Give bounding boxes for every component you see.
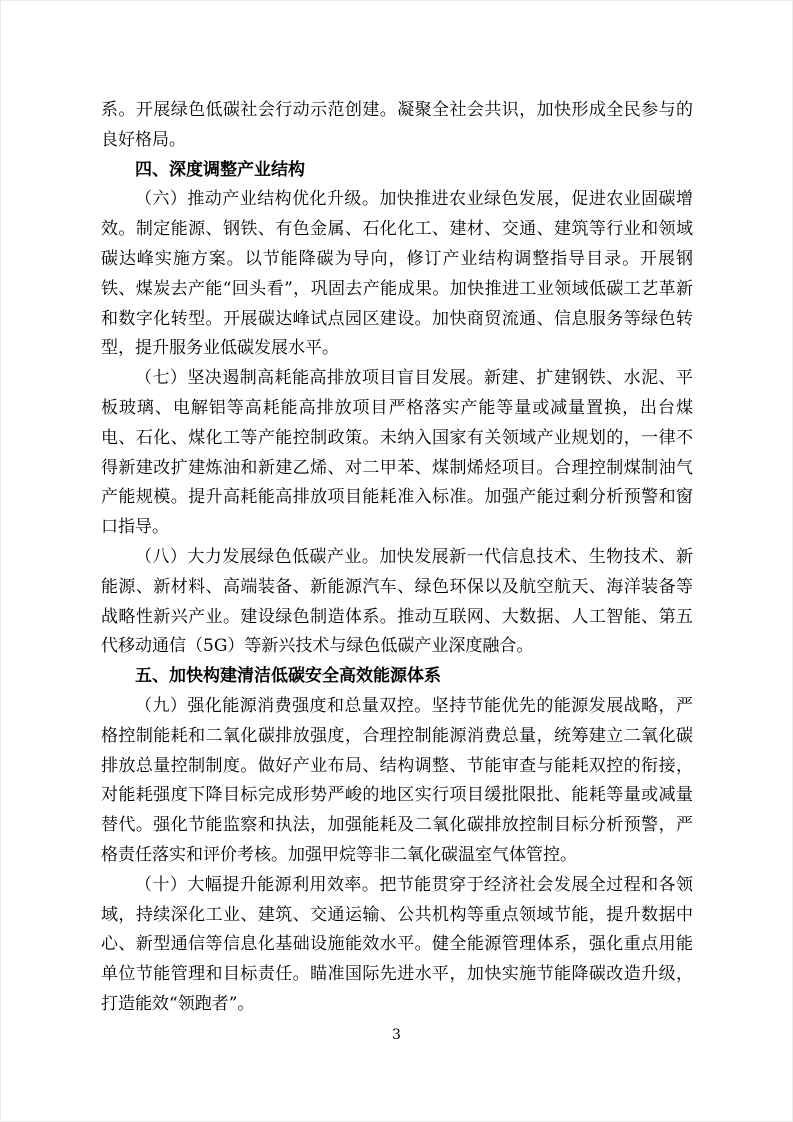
- paragraph-item-9: （九）强化能源消费强度和总量双控。坚持节能优先的能源发展战略，严格控制能耗和二氧化碳排放强度，合理控制能源消费总量，统筹建立二氧化碳排放总量控制制度。做好产业布局、结构调整、节能审查与能耗双控的衔接，对能耗强度下降目标完成形势严峻的地区实行项目缓批限批、能耗等量或减量替代。强化节能监察和执法，加强能耗及二氧化碳排放控制目标分析预警，严格责任落实和评价考核。加强甲烷等非二氧化碳温室气体管控。: [101, 695, 693, 865]
- paragraph-item-10: （十）大幅提升能源利用效率。把节能贯穿于经济社会发展全过程和各领域，持续深化工业、建筑、交通运输、公共机构等重点领域节能，提升数据中心、新型通信等信息化基础设施能效水平。健全能源管理体系，强化重点用能单位节能管理和目标责任。瞄准国际先进水平，加快实施节能降碳改造升级，打造能效“领跑者”。: [101, 874, 693, 1014]
- paragraph-item-8: （八）大力发展绿色低碳产业。加快发展新一代信息技术、生物技术、新能源、新材料、高端装备、新能源汽车、绿色环保以及航空航天、海洋装备等战略性新兴产业。建设绿色制造体系。推动互联网、大数据、人工智能、第五代移动通信（5G）等新兴技术与绿色低碳产业深度融合。: [101, 546, 693, 657]
- document-body: [101, 96, 693, 1020]
- section-heading-5: 五、加快构建清洁低碳安全高效能源体系: [135, 666, 441, 687]
- paragraph-continuation: 系。开展绿色低碳社会行动示范创建。凝聚全社会共识，加快形成全民参与的良好格局。: [101, 100, 693, 150]
- paragraph-item-6: （六）推动产业结构优化升级。加快推进农业绿色发展，促进农业固碳增效。制定能源、钢铁、有色金属、石化化工、建材、交通、建筑等行业和领域碳达峰实施方案。以节能降碳为导向，修订产业结构调整指导目录。开展钢铁、煤炭去产能“回头看”，巩固去产能成果。加快推进工业领域低碳工艺革新和数字化转型。开展碳达峰试点园区建设。加快商贸流通、信息服务等绿色转型，提升服务业低碳发展水平。: [101, 189, 693, 359]
- page-number: 3: [392, 1027, 401, 1043]
- paragraph-item-7: （七）坚决遏制高耗能高排放项目盲目发展。新建、扩建钢铁、水泥、平板玻璃、电解铝等高耗能高排放项目严格落实产能等量或减量置换，出台煤电、石化、煤化工等产能控制政策。未纳入国家有关领域产业规划的，一律不得新建改扩建炼油和新建乙烯、对二甲苯、煤制烯烃项目。合理控制煤制油气产能规模。提升高耗能高排放项目能耗准入标准。加强产能过剩分析预警和窗口指导。: [101, 368, 693, 538]
- section-heading-4: 四、深度调整产业结构: [135, 159, 305, 180]
